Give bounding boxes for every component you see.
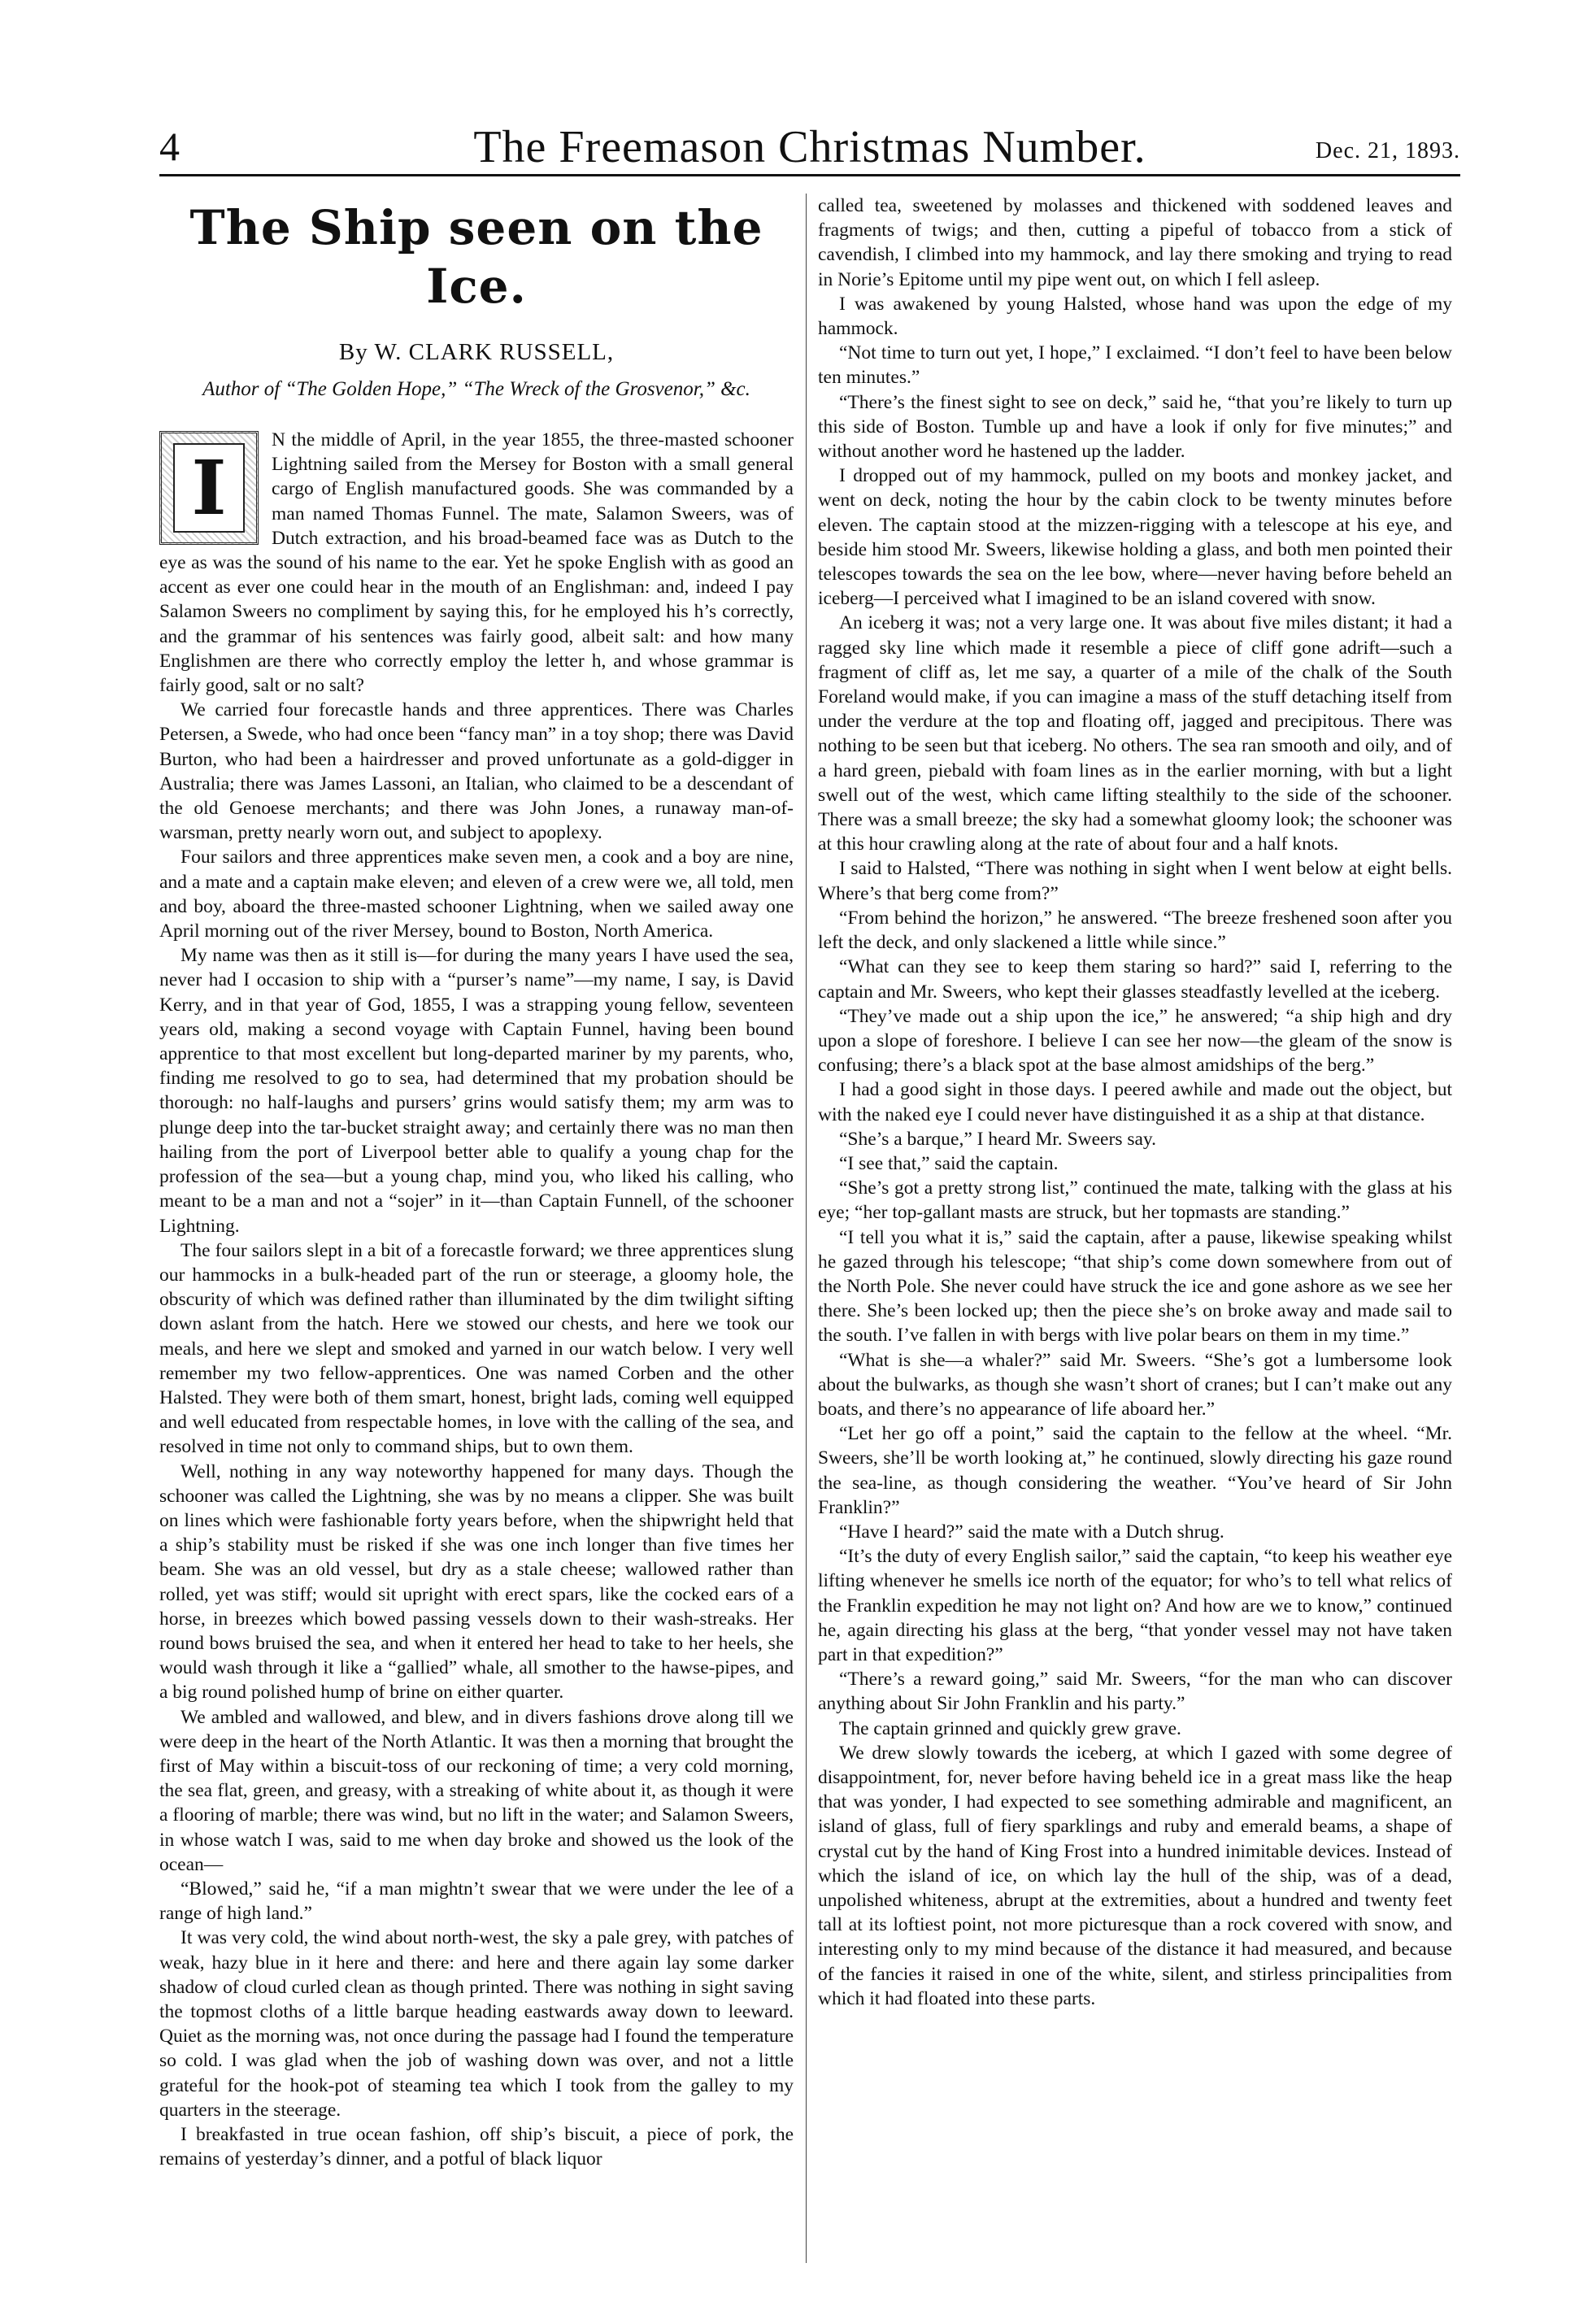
body-paragraph: “From behind the horizon,” he answered. “The breeze freshened soon after you left the deck, and only slackened a little while since.” [818,907,1452,954]
column-rule [806,194,807,2263]
body-paragraph: “I tell you what it is,” said the captain, after a pause, likewise speaking whilst he gazed through his telescope; “that ship’s come down somewhere from out of the North Pole. She never could have struck the ice and gone ashore as we see her there. She’s been locked up; then the piece she’s on broke away and made sail to the south. I’ve fallen in with bergs with live polar bears on them in my time.” [818,1226,1452,1347]
drop-cap-ornament [159,431,259,545]
body-paragraph: “Have I heard?” said the mate with a Dutch shrug. [839,1521,1224,1543]
body-paragraph: I breakfasted in true ocean fashion, off ship’s biscuit, a piece of pork, the remains of yesterday’s dinner, and a potful of black liquor [159,2124,794,2170]
body-paragraph: “Not time to turn out yet, I hope,” I exclaimed. “I don’t feel to have been below ten minutes.” [818,342,1452,389]
article-title: The Ship seen on the Ice. [189,200,763,314]
body-paragraph: Well, nothing in any way noteworthy happened for many days. Though the schooner was called the Lightning, she was by no means a clipper. She was built on lines which were fashionable forty years before, when the shipwright held that a ship’s stability must be risked if she was one inch longer than five times her beam. She was an old vessel, but dry as a stale cheese; wallowed rather than rolled, yet was stiff; would sit upright with erect spars, like the cocked ears of a horse, in breezes which bowed passing vessels down to their wash-streaks. Her round bows bruised the sea, and when it entered her head to take to her heels, she would wash through it like a “gallied” whale, all smother to the hawse-pipes, and a big round polished hump of brine on either quarter. [159,1460,794,1704]
body-paragraph: “There’s a reward going,” said Mr. Sweers, “for the man who can discover anything about Sir John Franklin and his party.” [818,1669,1452,1715]
body-paragraph: An iceberg it was; not a very large one. It was about five miles distant; it had a ragged sky line which made it resemble a piece of cliff gone adrift—such a fragment of cliff as, let me say, a quarter of a mile of the chalk of the South Foreland would make, if you can imagine a mass of the stuff detaching itself from under the verdure at the top and floating off, jagged and precipitous. There was nothing to be seen but that iceberg. No others. The sea ran smooth and oily, and of a hard green, piebald with foam lines as in the earlier morning, with but a light swell out of the west, which came lifting stealthily to the side of the schooner. There was a small breeze; the sky had a somewhat gloomy look; the schooner was at this hour crawling along at the rate of about four and a half knots. [818,612,1452,855]
body-paragraph: “There’s the finest sight to see on deck,” said he, “that you’re likely to turn up this side of Boston. Tumble up and have a look if only for five minutes;” and without another word he hastened up the ladder. [818,391,1452,463]
body-paragraph: “It’s the duty of every English sailor,” said the captain, “to keep his weather eye lifting whenever he smells ice north of the equator; for who’s to tell what relics of the Franklin expedition he may not light on? And how are we to know,” continued he, again directing his glass at the berg, “that yonder vessel may not have taken part in that expedition?” [818,1546,1452,1665]
header-rule [159,174,1460,176]
drop-cap-letter: I [173,443,245,533]
body-paragraph: We drew slowly towards the iceberg, at which I gazed with some degree of disappointment, for, never before having beheld ice in a great mass like the heap that was yonder, I had expected to see something admirable and magnificent, an island of glass, full of fiery sparklings and ruby and emerald beams, a shape of crystal cut by the hand of King Frost into a hundred inimitable devices. Instead of which the island of ice, on which lay the hull of the ship, was of a dead, unpolished whiteness, abrupt at the extremities, about a hundred and twenty feet tall at its loftiest point, not more picturesque than a rock covered with snow, and interesting only to my mind because of the distance it had measured, and because of the fancies it raised in one of the white, silent, and stirless principalities from which it had floated into these parts. [818,1742,1452,2009]
body-paragraph: “What can they see to keep them staring so hard?” said I, referring to the captain and Mr. Sweers, who kept their glasses steadfastly levelled at the iceberg. [818,956,1452,1003]
continued-paragraph: called tea, sweetened by molasses and thickened with soddened leaves and fragments of twigs; and then, cutting a pipeful of tobacco from a stick of cavendish, I climbed into my hammock, and lay there smoking and trying to read in Norie’s Epitome until my pipe went out, on which I fell asleep. [818,195,1452,290]
body-paragraph: My name was then as it still is—for during the many years I have used the sea, never had I occasion to ship with a “purser’s name”—my name, I say, is David Kerry, and in that year of God, 1855, I was a strapping young fellow, seventeen years old, making a second voyage with Captain Funnel, having been bound apprentice to that most excellent but long-departed mariner by my parents, who, finding me resolved to go to sea, had determined that my probation should be thorough: no half-laughs and pursers’ grins would satisfy them; my arm was to plunge deep into the tar-bucket straight away; and certainly there was no man then hailing from the port of Liverpool better able to qualify a young chap for the profession of the sea—but a young chap, mind you, who liked his calling, who meant to be a man and not a “sojer” in it—than Captain Funnell, of the schooner Lightning. [159,945,794,1237]
left-column [159,194,794,2171]
body-paragraph: “She’s got a pretty strong list,” continued the mate, talking with the glass at his eye; “her top-gallant masts are struck, but her topmasts are standing.” [818,1177,1452,1224]
body-paragraph: “I see that,” said the captain. [839,1152,1059,1174]
issue-date: Dec. 21, 1893. [1315,138,1460,163]
body-paragraph: “They’ve made out a ship upon the ice,” he answered; “a ship high and dry upon a slope of foreshore. I believe I can see her now—the gleam of the snow is confusing; there’s a black spot at the base almost amidships of the berg.” [818,1005,1452,1077]
body-paragraph: “She’s a barque,” I heard Mr. Sweers say. [839,1128,1157,1150]
body-paragraph: We ambled and wallowed, and blew, and in divers fashions drove along till we were deep in the heart of the North Atlantic. It was then a morning that brought the first of May within a biscuit-toss of our reckoning of time; a very cold morning, the sea flat, green, and greasy, with a streaking of white about it, as though it were a flooring of marble; there was wind, but no lift in the water; and Salamon Sweers, in whose watch I was, said to me when day broke and showed us the look of the ocean— [159,1706,794,1875]
body-paragraph: Four sailors and three apprentices make seven men, a cook and a boy are nine, and a mate and a captain make eleven; and eleven of a crew were we, all told, men and boy, aboard the three-masted schooner Lightning, when we sailed away one April morning out of the river Mersey, bound to Boston, North America. [159,846,794,942]
body-paragraph: I had a good sight in those days. I peered awhile and made out the object, but with the naked eye I could never have distinguished it as a ship at that distance. [818,1079,1452,1125]
body-paragraph: It was very cold, the wind about north-west, the sky a pale grey, with patches of weak, hazy blue in it here and there: and here and there again lay some darker shadow of cloud curled clean as though printed. There was nothing in sight saving the topmost cloths of a little barque heading eastwards away down to leeward. Quiet as the morning was, not once during the passage had I found the temperature so cold. I was glad when the job of washing down was over, and not a little grateful for the hook-pot of steaming tea which I took from the galley to my quarters in the steerage. [159,1927,794,2121]
article-byline: By W. CLARK RUSSELL, [338,339,615,365]
page-number: 4 [159,124,180,169]
body-paragraph: I dropped out of my hammock, pulled on my boots and monkey jacket, and went on deck, noting the hour by the cabin clock to be twenty minutes before eleven. The captain stood at the mizzen-rigging with a telescope at his eye, and beside him stood Mr. Sweers, likewise holding a glass, and both men pointed their telescopes towards the sea on the lee bow, where—never having before beheld an iceberg—I perceived what I imagined to be an island covered with snow. [818,465,1452,610]
body-paragraph: The captain grinned and quickly grew grave. [839,1717,1181,1739]
body-paragraph: “Blowed,” said he, “if a man mightn’t swear that we were under the lee of a range of high land.” [159,1878,794,1925]
body-paragraph: We carried four forecastle hands and three apprentices. There was Charles Petersen, a Swede, who had once been “fancy man” in a toy shop; there was David Burton, who had been a hairdresser and proved unfortunate as a gold-digger in Australia; there was James Lassoni, an Italian, who claimed to be a descendant of the old Genoese merchants; and there was John Jones, a runaway man-of-warsman, pretty nearly worn out, and subject to apoplexy. [159,699,794,844]
body-paragraph: I said to Halsted, “There was nothing in sight when I went below at eight bells. Where’s that berg come from?” [818,858,1452,904]
running-head [159,122,1460,179]
body-paragraph: “What is she—a whaler?” said Mr. Sweers. “She’s got a lumbersome look about the bulwarks, as though she wasn’t short of cranes; but I can’t make out any boats, and there’s no appearance of life aboard her.” [818,1349,1452,1420]
body-paragraph: “Let her go off a point,” said the captain to the fellow at the wheel. “Mr. Sweers, she’ll be worth looking at,” he continued, slowly directing his gaze round the sea-line, as though considering the weather. “You’ve heard of Sir John Franklin?” [818,1423,1452,1518]
body-paragraph: The four sailors slept in a bit of a forecastle forward; we three apprentices slung our hammocks in a bulk-headed part of the run or steerage, a gloomy hole, the obscurity of which was defined rather than illuminated by the dim twilight sifting down aslant from the hatch. Here we stowed our chests, and here we took our meals, and here we slept and smoked and yarned in our watch below. I very well remember my two fellow-apprentices. One was named Corben and the other Halsted. They were both of them smart, honest, bright lads, coming well equipped and well educated from respectable homes, in love with the calling of the sea, and resolved in time not only to command ships, but to own them. [159,1239,794,1458]
opening-paragraph: N the middle of April, in the year 1855, the three-masted schooner Lightning sailed from the Mersey for Boston with a small general cargo of English manufactured goods. She was commanded by a man named Thomas Funnel. The mate, Salamon Sweers, was of Dutch extraction, and his broad-beamed face was as Dutch to the eye as was the sound of his name to the ear. Yet he spoke English with as good an accent as ever one could hear in the mouth of an Englishman: and, indeed I pay Salamon Sweers no compliment by saying this, for he employed his h’s correctly, and the grammar of his sentences was fairly good, albeit salt: and how many Englishmen are there who correctly employ the letter h, and whose grammar is fairly good, salt or no salt? [159,429,794,697]
body-paragraph: I was awakened by young Halsted, whose hand was upon the edge of my hammock. [818,293,1452,340]
right-column [818,194,1452,2011]
author-credit: Author of “The Golden Hope,” “The Wreck of the Grosvenor,” &c. [202,378,750,400]
publication-title: The Freemason Christmas Number. [473,122,1146,172]
